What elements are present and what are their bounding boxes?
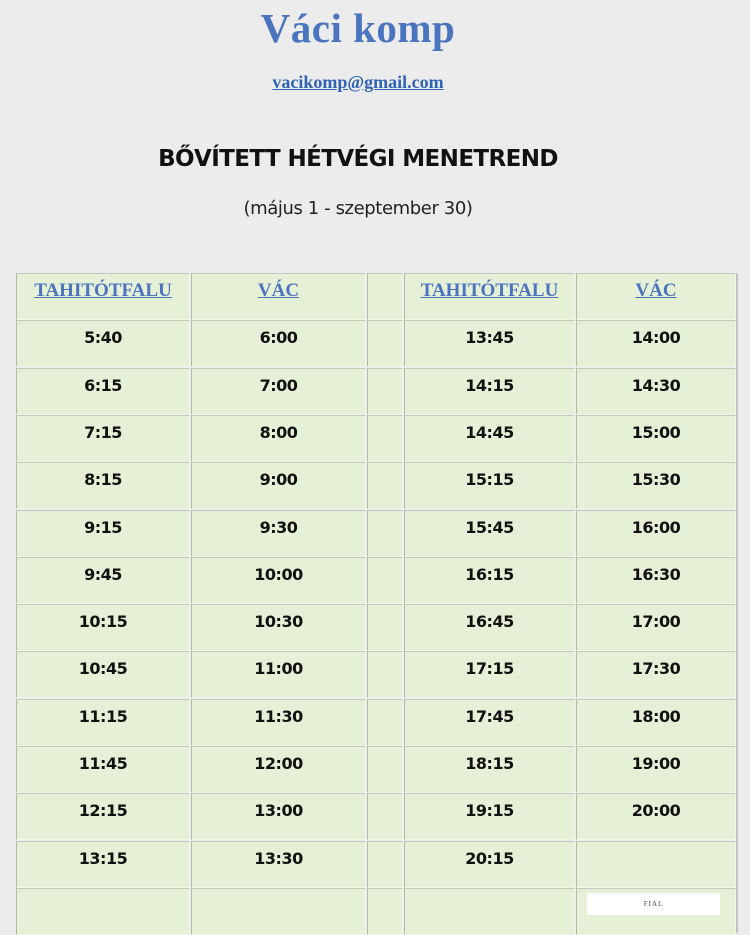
departure-vac-2 [576,557,736,604]
spacer-cell [367,699,403,746]
departure-vac [191,368,366,415]
time-value: 14:00 [631,328,681,348]
time-value: 17:00 [631,612,681,632]
departure-vac [191,320,366,367]
table-row [16,320,736,367]
departure-vac [191,415,366,462]
departure-tahitotfalu-2 [404,415,575,462]
departure-tahitotfalu-2 [404,557,575,604]
table-row [16,699,736,746]
departure-tahitotfalu [16,699,190,746]
departure-tahitotfalu [16,320,190,367]
time-value: 7:15 [84,422,122,442]
time-value: 7:00 [259,375,298,395]
time-value: 13:00 [254,801,303,821]
time-value: 9:30 [259,517,298,537]
spacer-cell [367,462,403,509]
spacer-cell [367,651,403,698]
departure-vac-2 [576,510,736,557]
time-value: 11:45 [78,754,128,773]
departure-vac [191,841,366,888]
time-value: 9:45 [84,564,122,584]
time-value: 8:00 [259,422,298,442]
departure-tahitotfalu [16,793,190,840]
column-header-tahitotfalu[interactable] [16,273,190,320]
time-value: 14:15 [465,375,514,395]
table-row [16,462,736,509]
time-value: 11:15 [78,706,128,726]
column-header-link[interactable]: TAHITÓTFALU [420,280,559,301]
time-value: 10:15 [78,612,128,632]
table-header-row [16,273,736,320]
departure-vac [191,699,366,746]
departure-vac [191,651,366,698]
departure-tahitotfalu [16,557,190,604]
time-value: 19:15 [465,801,514,821]
departure-tahitotfalu [16,651,190,698]
time-value: 20:15 [465,848,514,868]
departure-vac [191,604,366,651]
departure-tahitotfalu [16,746,190,793]
departure-tahitotfalu-2 [404,368,575,415]
departure-vac [191,510,366,557]
departure-tahitotfalu [16,415,190,462]
table-row [16,557,736,604]
timetable [16,273,738,933]
column-header-vac[interactable] [191,273,366,320]
time-value: 12:00 [254,754,303,773]
time-value: 10:45 [78,659,128,679]
departure-tahitotfalu [16,888,190,935]
spacer-cell [367,557,403,604]
spacer-cell [367,415,403,462]
page-title: Váci komp [260,5,456,51]
time-value: 13:15 [78,848,128,868]
departure-tahitotfalu-2 [404,699,575,746]
spacer-cell [367,746,403,793]
departure-tahitotfalu-2 [404,888,575,935]
table-row [16,841,736,888]
spacer-cell [367,510,403,557]
time-value: 10:30 [254,612,303,632]
departure-tahitotfalu [16,462,190,509]
table-row [16,604,736,651]
column-header-link[interactable]: TAHITÓTFALU [34,280,172,301]
departure-vac [191,746,366,793]
email-link[interactable]: vacikomp@gmail.com [272,72,444,92]
departure-vac-2 [576,320,736,367]
departure-vac-2 [576,793,736,840]
departure-tahitotfalu [16,841,190,888]
spacer-cell [367,841,403,888]
departure-tahitotfalu [16,368,190,415]
table-row [16,746,736,793]
column-header-vac-2[interactable] [576,273,736,320]
time-value: 11:00 [254,659,303,679]
departure-vac-2 [576,699,736,746]
time-value: 14:30 [631,375,681,395]
departure-vac-2 [576,841,736,888]
spacer-cell [367,793,403,840]
departure-vac-2 [576,415,736,462]
table-row [16,368,736,415]
departure-tahitotfalu-2 [404,510,575,557]
time-value: 15:15 [465,470,514,490]
departure-vac [191,888,366,935]
departure-tahitotfalu [16,604,190,651]
spacer-cell [367,368,403,415]
departure-tahitotfalu-2 [404,841,575,888]
time-value: 9:15 [84,517,122,537]
departure-tahitotfalu-2 [404,746,575,793]
departure-tahitotfalu-2 [404,320,575,367]
column-header-tahitotfalu-2[interactable] [404,273,575,320]
departure-tahitotfalu-2 [404,462,575,509]
logo-image: FIAL [587,893,720,915]
column-header-link[interactable]: VÁC [257,280,300,301]
departure-vac-2 [576,368,736,415]
spacer-cell [367,320,403,367]
time-value: 16:15 [465,564,514,584]
time-value: 16:30 [631,564,681,584]
column-header-link[interactable]: VÁC [635,280,677,301]
time-value: 13:30 [254,848,303,868]
time-value: 17:30 [631,659,681,679]
departure-vac-2 [576,746,736,793]
time-value: 17:45 [465,706,514,726]
time-value: 11:30 [254,706,303,726]
departure-tahitotfalu-2 [404,604,575,651]
table-row [16,510,736,557]
time-value: 9:00 [259,470,298,490]
departure-tahitotfalu [16,510,190,557]
table-row [16,793,736,840]
departure-tahitotfalu-2 [404,793,575,840]
time-value: 15:00 [631,422,681,442]
time-value: 15:45 [465,517,514,537]
time-value: 17:15 [465,659,514,679]
spacer-cell [367,273,403,320]
time-value: 5:40 [84,328,122,348]
spacer-cell [367,604,403,651]
departure-vac [191,557,366,604]
time-value: 6:00 [259,328,298,348]
time-value: 15:30 [631,470,681,490]
departure-vac-2 [576,462,736,509]
time-value: 8:15 [84,470,122,490]
time-value: 16:45 [465,612,514,632]
time-value: 13:45 [465,328,514,348]
time-value: 20:00 [631,801,681,821]
time-value: 6:15 [84,375,122,395]
departure-vac-2 [576,604,736,651]
time-value: 14:45 [465,422,514,442]
departure-tahitotfalu-2 [404,651,575,698]
time-value: 18:15 [465,754,514,773]
schedule-heading: BŐVÍTETT HÉTVÉGI MENETREND [158,146,558,172]
schedule-period: (május 1 - szeptember 30) [243,198,473,219]
departure-vac-2 [576,651,736,698]
departure-vac [191,793,366,840]
time-value: 16:00 [631,517,681,537]
departure-vac [191,462,366,509]
time-value: 10:00 [254,564,303,584]
spacer-cell [367,888,403,935]
time-value: 19:00 [631,754,681,773]
table-row [16,415,736,462]
time-value: 12:15 [78,801,128,821]
time-value: 18:00 [631,706,681,726]
table-row [16,651,736,698]
